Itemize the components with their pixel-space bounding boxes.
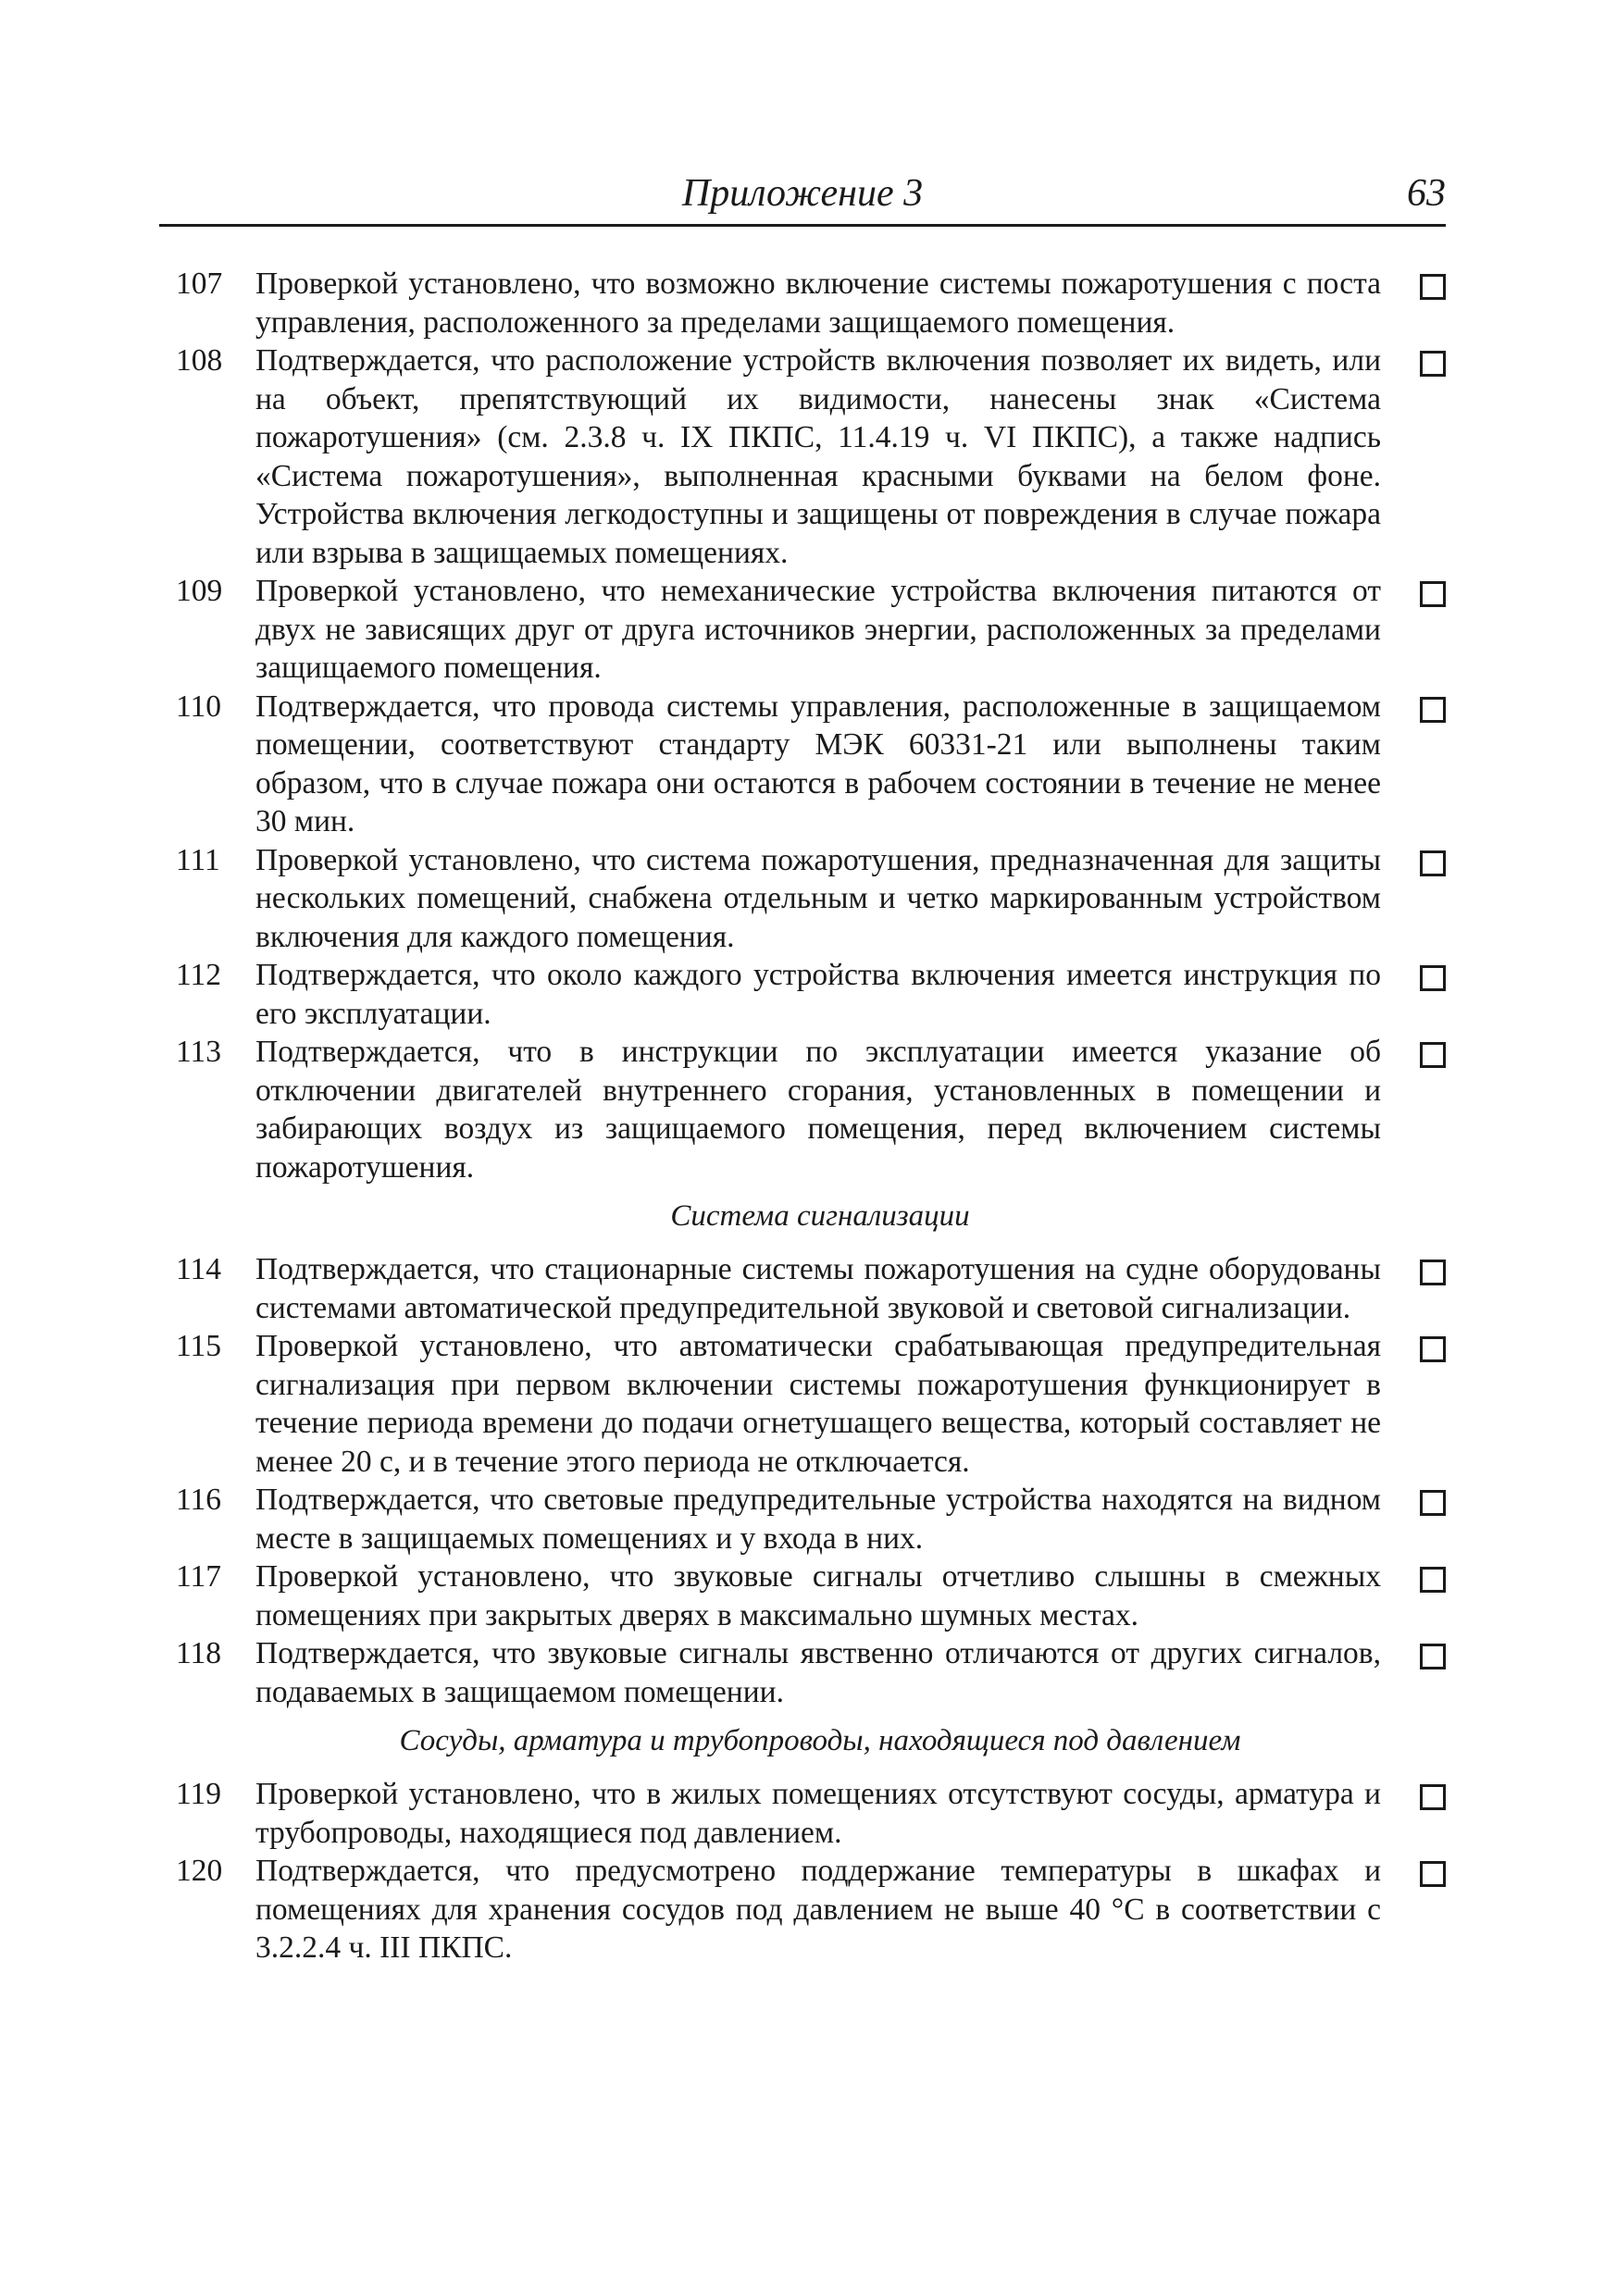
item-number: 116 xyxy=(176,1483,222,1517)
checklist-item xyxy=(176,841,1446,957)
item-text: Подтверждается, что стационарные системы пожаротушения на судне оборудованы системами автоматической предупредительной звуковой и световой сигнализации. xyxy=(255,1252,1381,1325)
section-title-signal: Система сигнализации xyxy=(670,1199,970,1233)
checklist-item xyxy=(176,1327,1446,1481)
item-number: 110 xyxy=(176,689,222,724)
item-text: Подтверждается, что звуковые сигналы явственно отличаются от других сигналов, подаваемых в защищаемом помещении. xyxy=(255,1636,1381,1709)
item-checkbox[interactable] xyxy=(1420,1861,1446,1887)
checklist-item xyxy=(176,572,1446,688)
item-text: Проверкой установлено, что возможно включение системы пожаротушения с поста управления, расположенного за пределами защищаемого помещения. xyxy=(255,267,1381,340)
item-checkbox[interactable] xyxy=(1420,1567,1446,1593)
item-text: Подтверждается, что в инструкции по эксплуатации имеется указание об отключении двигателей внутреннего сгорания, установленных в помещении и забирающих воздух из защищаемого помещения, перед включением системы пожаротушения. xyxy=(255,1035,1381,1185)
section-title-pressure: Сосуды, арматура и трубопроводы, находящиеся под давлением xyxy=(399,1724,1241,1757)
item-checkbox[interactable] xyxy=(1420,1784,1446,1810)
item-number: 119 xyxy=(176,1777,222,1811)
item-checkbox[interactable] xyxy=(1420,1042,1446,1068)
item-number: 109 xyxy=(176,574,223,608)
page-header xyxy=(159,165,1446,227)
item-text: Проверкой установлено, что звуковые сигналы отчетливо слышны в смежных помещениях при закрытых дверях в максимально шумных местах. xyxy=(255,1559,1381,1632)
item-checkbox[interactable] xyxy=(1420,274,1446,300)
item-number: 115 xyxy=(176,1329,222,1363)
item-number: 111 xyxy=(176,842,220,877)
item-number: 117 xyxy=(176,1559,222,1594)
checklist-content xyxy=(176,265,1446,1967)
checklist-item xyxy=(176,1033,1446,1186)
item-text: Проверкой установлено, что система пожаротушения, предназначенная для защиты нескольких помещений, снабжена отдельным и четко маркированным устройством включения для каждого помещения. xyxy=(255,842,1381,954)
item-text: Подтверждается, что световые предупредительные устройства находятся на видном месте в защищаемых помещениях и у входа в них. xyxy=(255,1483,1381,1556)
checklist-item xyxy=(176,341,1446,572)
item-number: 120 xyxy=(176,1854,223,1888)
checklist-item xyxy=(176,1852,1446,1967)
checklist-item xyxy=(176,265,1446,341)
item-number: 114 xyxy=(176,1252,222,1286)
checklist-item xyxy=(176,1558,1446,1634)
item-text: Проверкой установлено, что в жилых помещениях отсутствуют сосуды, арматура и трубопроводы, находящиеся под давлением. xyxy=(255,1777,1381,1850)
item-number: 113 xyxy=(176,1035,222,1069)
header-title: Приложение 3 xyxy=(681,172,924,215)
checklist-item xyxy=(176,1775,1446,1852)
item-checkbox[interactable] xyxy=(1420,850,1446,876)
checklist-item xyxy=(176,1250,1446,1327)
item-text: Проверкой установлено, что немеханические устройства включения питаются от двух не зависящих друг от друга источников энергии, расположенных за пределами защищаемого помещения. xyxy=(255,574,1381,685)
page-number: 63 xyxy=(1407,172,1446,215)
item-number: 118 xyxy=(176,1636,222,1670)
item-checkbox[interactable] xyxy=(1420,1490,1446,1516)
item-checkbox[interactable] xyxy=(1420,1260,1446,1285)
item-checkbox[interactable] xyxy=(1420,1644,1446,1669)
item-checkbox[interactable] xyxy=(1420,1336,1446,1362)
item-text: Подтверждается, что провода системы управления, расположенные в защищаемом помещении, соответствуют стандарту МЭК 60331-21 или выполнены таким образом, что в случае пожара они остаются в рабочем состоянии в течение не менее 30 мин. xyxy=(255,689,1381,838)
item-text: Проверкой установлено, что автоматически срабатывающая предупредительная сигнализация при первом включении системы пожаротушения функционирует в течение периода времени до подачи огнетушащего вещества, который составляет не менее 20 с, и в течение этого периода не отключается. xyxy=(255,1329,1381,1479)
item-text: Подтверждается, что около каждого устройства включения имеется инструкция по его эксплуатации. xyxy=(255,958,1381,1031)
item-checkbox[interactable] xyxy=(1420,965,1446,991)
item-number: 107 xyxy=(176,267,223,301)
item-text: Подтверждается, что предусмотрено поддержание температуры в шкафах и помещениях для хранения сосудов под давлением не выше 40 °С в соответствии с 3.2.2.4 ч. III ПКПС. xyxy=(255,1854,1381,1965)
checklist-item xyxy=(176,956,1446,1033)
item-checkbox[interactable] xyxy=(1420,581,1446,607)
item-text: Подтверждается, что расположение устройств включения позволяет их видеть, или на объект, препятствующий их видимости, нанесены знак «Система пожаротушения» (см. 2.3.8 ч. IX ПКПС, 11.4.19 ч. VI ПКПС), а также надпись «Система пожаротушения», выполненная красными буквами на белом фоне. Устройства включения легкодоступны и защищены от повреждения в случае пожара или взрыва в защищаемых помещениях. xyxy=(255,343,1381,570)
checklist-item xyxy=(176,1634,1446,1711)
item-number: 112 xyxy=(176,958,222,992)
checklist-item xyxy=(176,1481,1446,1558)
item-checkbox[interactable] xyxy=(1420,697,1446,723)
item-checkbox[interactable] xyxy=(1420,351,1446,377)
checklist-item xyxy=(176,688,1446,841)
item-number: 108 xyxy=(176,343,223,378)
